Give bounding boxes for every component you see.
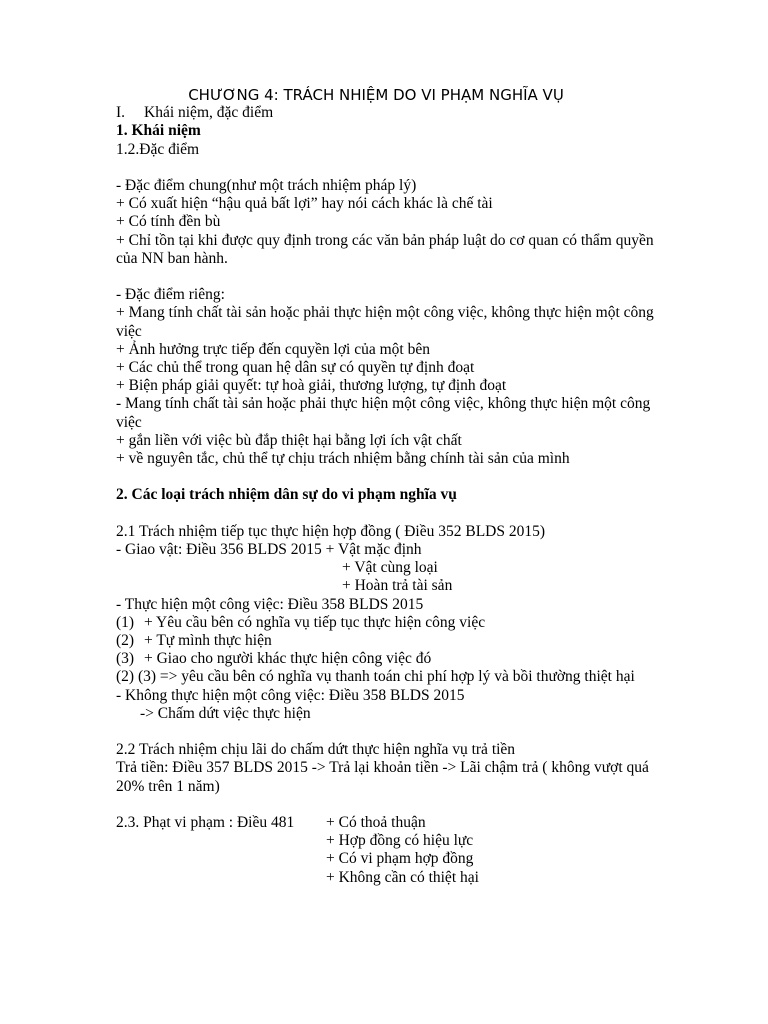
subheading-khai-niem: 1. Khái niệm (116, 122, 201, 140)
chapter-title: CHƯƠNG 4: TRÁCH NHIỆM DO VI PHẠM NGHĨA VỤ (188, 86, 564, 104)
item-number: (3) (116, 650, 135, 668)
giao-vat-item: + Vật mặc định (325, 541, 422, 559)
item-number: (1) (116, 613, 135, 631)
spacer (116, 796, 676, 814)
specific-item: + Biện pháp giải quyết: tự hoà giải, thương lượng, tự định đoạt (116, 377, 507, 395)
khong-thuc-hien-line: - Không thực hiện một công việc: Điều 358 BLDS 2015 (116, 686, 465, 704)
section-1-heading-text: Khái niệm, đặc điểm (144, 104, 274, 122)
arrow-line: -> Chấm dứt việc thực hiện (140, 704, 311, 722)
common-item: + Có tính đền bù (116, 213, 221, 231)
specific-item: + gắn liền với việc bù đắp thiệt hại bằng lợi ích vật chất (116, 431, 462, 449)
item-text: + Giao cho người khác thực hiện công việc đó (144, 650, 432, 668)
spacer (116, 159, 676, 177)
section-2-3-label: 2.3. Phạt vi phạm : Điều 481 (116, 814, 295, 832)
item-text: + Yêu cầu bên có nghĩa vụ tiếp tục thực hiện công việc (144, 613, 486, 631)
item-number: (2) (116, 632, 135, 650)
giao-vat-item: + Hoàn trả tài sản (342, 577, 453, 595)
section-2-3-item: + Có vi phạm hợp đồng (326, 850, 474, 868)
section-2-3-item: + Có thoả thuận (326, 814, 426, 832)
common-item: + Chỉ tồn tại khi được quy định trong các văn bản pháp luật do cơ quan có thẩm quyền của NN ban hành. (116, 231, 654, 267)
specific-item: - Mang tính chất tài sản hoặc phải thực hiện một công việc, không thực hiện một công việc (116, 395, 651, 431)
giao-vat-line (116, 541, 676, 559)
common-intro: - Đặc điểm chung(như một trách nhiệm pháp lý) (116, 177, 417, 194)
giao-vat-label: - Giao vật: Điều 356 BLDS 2015 (116, 541, 322, 559)
specific-item: + Ảnh hưởng trực tiếp đến cquyền lợi của một bên (116, 340, 430, 358)
section-2-3-item: + Hợp đồng có hiệu lực (326, 832, 474, 850)
section-2-3-item: + Không cần có thiệt hại (326, 868, 479, 886)
common-item: + Có xuất hiện “hậu quả bất lợi” hay nói cách khác là chế tài (116, 195, 493, 213)
subheading-dac-diem: 1.2.Đặc điểm (116, 140, 200, 158)
section-2-2-title: 2.2 Trách nhiệm chịu lãi do chấm dứt thực hiện nghĩa vụ trả tiền (116, 741, 516, 759)
thuc-hien-line: - Thực hiện một công việc: Điều 358 BLDS 2015 (116, 595, 424, 613)
section-2-heading: 2. Các loại trách nhiệm dân sự do vi phạm nghĩa vụ (116, 486, 457, 504)
note-line: (2) (3) => yêu cầu bên có nghĩa vụ thanh toán chi phí hợp lý và bồi thường thiệt hại (116, 668, 635, 686)
spacer (116, 723, 676, 741)
section-1-number: I. (116, 104, 126, 122)
spacer (116, 468, 676, 486)
numbered-item (116, 614, 676, 632)
numbered-item (116, 650, 676, 668)
section-2-1-title: 2.1 Trách nhiệm tiếp tục thực hiện hợp đồng ( Điều 352 BLDS 2015) (116, 522, 546, 540)
numbered-item (116, 632, 676, 650)
specific-item: + Các chủ thể trong quan hệ dân sự có quyền tự định đoạt (116, 359, 475, 377)
specific-intro: - Đặc điểm riêng: (116, 286, 225, 304)
giao-vat-item: + Vật cùng loại (342, 559, 438, 577)
spacer (116, 268, 676, 286)
spacer (116, 505, 676, 523)
specific-item: + Mang tính chất tài sản hoặc phải thực hiện một công việc, không thực hiện một công việc (116, 304, 654, 340)
section-1-heading (116, 104, 676, 122)
specific-item: + về nguyên tắc, chủ thể tự chịu trách nhiệm bằng chính tài sản của mình (116, 450, 570, 468)
document-page (116, 86, 676, 887)
item-text: + Tự mình thực hiện (144, 632, 272, 650)
section-2-3-row (116, 814, 676, 832)
section-2-2-text: Trả tiền: Điều 357 BLDS 2015 -> Trả lại khoản tiền -> Lãi chậm trả ( không vượt quá 20% trên 1 năm) (116, 759, 649, 795)
